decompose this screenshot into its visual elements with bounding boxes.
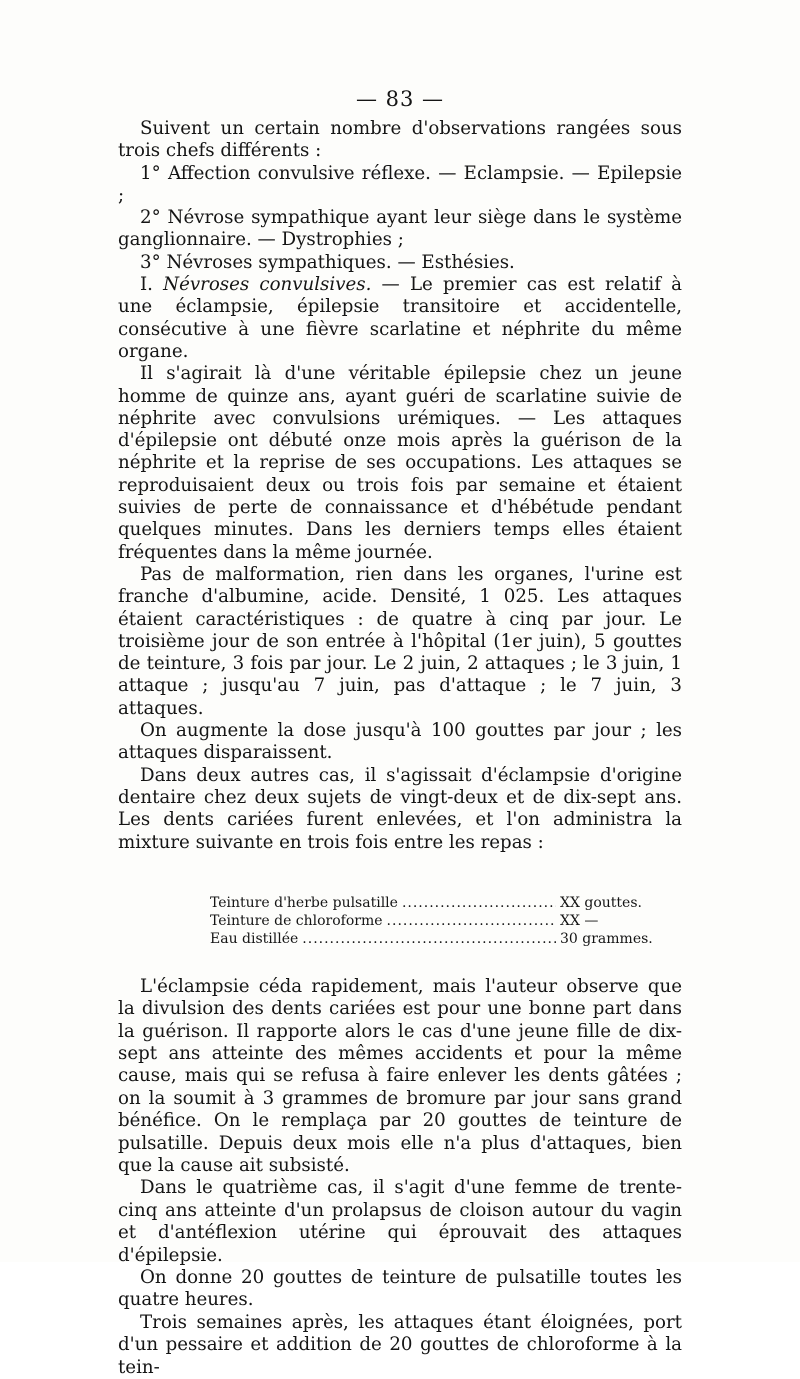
section-title: Névroses convulsives. <box>163 274 372 296</box>
ingredient-quantity: XX gouttes. <box>560 894 642 911</box>
page-text <box>118 84 682 1379</box>
ingredient-name: Eau distillée <box>210 930 299 947</box>
leader-dots <box>387 912 556 930</box>
body-paragraph: On donne 20 gouttes de teinture de pulsatille toutes les quatre heures. <box>118 1267 682 1311</box>
body-paragraph: Dans deux autres cas, il s'agissait d'éclampsie d'origine dentaire chez deux sujets de vingt-deux et de dix-sept ans. Les dents cariées furent enlevées, et l'on administra la mixture suivante en trois fois entre les repas : <box>118 764 682 853</box>
prescription-row <box>210 930 680 948</box>
category-1: 1° Affection convulsive réflexe. — Eclampsie. — Epilepsie ; <box>118 162 682 206</box>
page-number: — 83 — <box>355 87 445 111</box>
body-paragraph: Dans le quatrième cas, il s'agit d'une femme de trente-cinq ans atteinte d'un prolapsus de cloison autour du vagin et d'antéflexion utérine qui éprouvait des attaques d'épilepsie. <box>118 1177 682 1266</box>
ingredient-name: Teinture d'herbe pulsatille <box>210 894 398 911</box>
body-paragraph: Trois semaines après, les attaques étant éloignées, port d'un pessaire et addition de 20 gouttes de chloroforme à la tein- <box>118 1311 682 1378</box>
category-2: 2° Névrose sympathique ayant leur siège dans le système ganglionnaire. — Dystrophies ; <box>118 207 682 251</box>
body-paragraph: L'éclampsie céda rapidement, mais l'auteur observe que la divulsion des dents cariées est pour une bonne part dans la guérison. Il rapporte alors le cas d'une jeune fille de dix-sept ans atteinte des mêmes accidents et pour la même cause, mais qui se refusa à faire enlever les dents gâtées ; on la soumit à 3 grammes de bromure par jour sans grand bénéfice. On le remplaça par 20 gouttes de teinture de pulsatille. Depuis deux mois elle n'a plus d'attaques, bien que la cause ait subsisté. <box>118 975 682 1177</box>
intro-paragraph: Suivent un certain nombre d'observations rangées sous trois chefs différents : <box>118 118 682 162</box>
ingredient-quantity: 30 grammes. <box>560 930 653 947</box>
body-paragraph: Il s'agirait là d'une véritable épilepsie chez un jeune homme de quinze ans, ayant guéri de scarlatine suivie de néphrite avec convulsions urémiques. — Les attaques d'épilepsie ont débuté onze mois après la guérison de la néphrite et la reprise de ses occupations. Les attaques se reproduisaient deux ou trois fois par semaine et étaient suivies de perte de connaissance et d'hébétude pendant quelques minutes. Dans les derniers temps elles étaient fréquentes dans la même journée. <box>118 363 682 563</box>
prescription-row <box>210 912 680 930</box>
category-3: 3° Névroses sympathiques. — Esthésies. <box>140 251 515 273</box>
body-paragraph: On augmente la dose jusqu'à 100 gouttes par jour ; les attaques disparaissent. <box>118 720 682 764</box>
section-heading-paragraph <box>118 274 682 363</box>
leader-dots <box>402 894 556 912</box>
ingredient-quantity: XX — <box>560 912 599 929</box>
prescription-row <box>210 894 680 912</box>
body-paragraph: Pas de malformation, rien dans les organes, l'urine est franche d'albumine, acide. Densité, 1 025. Les attaques étaient caractéristiques : de quatre à cinq par jour. Le troisième jour de son entrée à l'hôpital (1er juin), 5 gouttes de teinture, 3 fois par jour. Le 2 juin, 2 attaques ; le 3 juin, 1 attaque ; jusqu'au 7 juin, pas d'attaque ; le 7 juin, 3 attaques. <box>118 563 682 719</box>
section-text: — Le premier cas est relatif à une éclampsie, épilepsie transitoire et accidentelle, consécutive à une fièvre scarlatine et néphrite du même organe. <box>118 274 682 362</box>
ingredient-name: Teinture de chloroforme <box>210 912 383 929</box>
prescription-list <box>210 894 680 948</box>
leader-dots <box>302 930 556 948</box>
section-label: I. <box>140 274 164 296</box>
lower-text <box>118 976 682 1379</box>
